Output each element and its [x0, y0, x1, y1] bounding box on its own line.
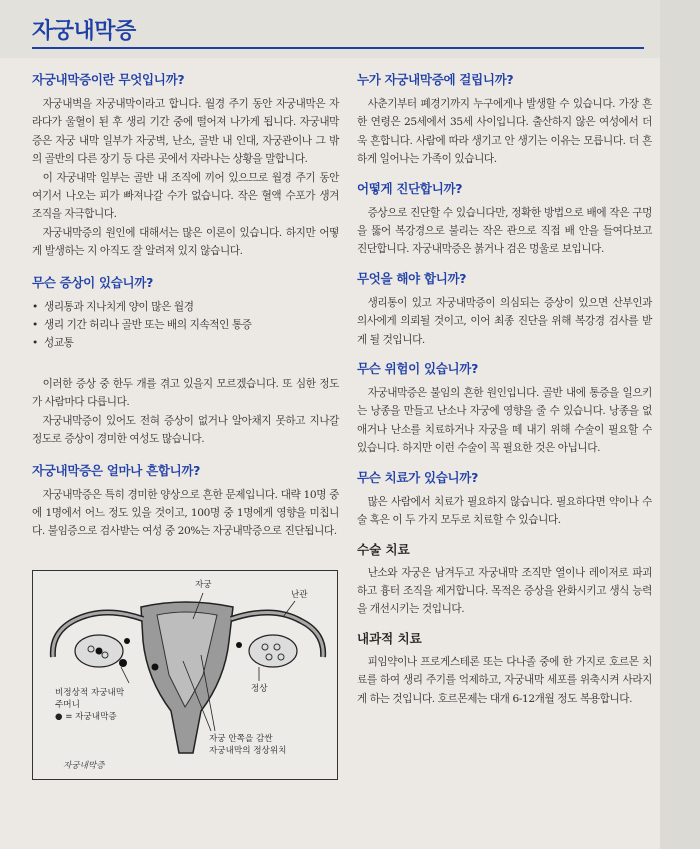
paragraph: 피임약이나 프로게스테론 또는 다나졸 중에 한 가지로 호르몬 치료를 하여 생리 주기를 억제하고, 자궁내막 세포를 위축시켜 사라지게 하는 것입니다. 호르몬제는 대개 6-12개월 정도 복용합니다. [357, 655, 652, 705]
paragraph: 난소와 자궁은 남겨두고 자궁내막 조직만 열이나 레이저로 파괴하고 흉터 조직을 제거합니다. 목적은 증상을 완화시키고 생식 능력을 개선시키는 것입니다. [357, 566, 652, 616]
label-ectopic-1: 비정상적 자궁내막 [55, 688, 125, 698]
list-item: • 성교통 [32, 334, 339, 352]
paragraph: 이러한 증상 중 한두 개를 겪고 있을지 모르겠습니다. 또 심한 정도가 사람마다 다릅니다. [32, 377, 339, 409]
left-column [32, 70, 339, 541]
paragraph: 많은 사람에서 치료가 필요하지 않습니다. 필요하다면 약이나 수술 혹은 이 두 가지 모두로 치료할 수 있습니다. [357, 495, 652, 527]
list-item: • 생리통과 지나치게 양이 많은 월경 [32, 298, 339, 316]
endometriosis-spot [124, 638, 130, 644]
label-uterus: 자궁 [195, 580, 212, 590]
label-site-1: 자궁 안쪽을 감싼 [209, 734, 273, 744]
endometriosis-spot [236, 642, 242, 648]
endometriosis-spot [119, 659, 127, 667]
section-heading: 무슨 위험이 있습니까? [357, 361, 479, 377]
right-column [357, 70, 652, 708]
title-rule [32, 47, 644, 49]
label-normal-ovary: 정상 [251, 684, 268, 694]
subsection-heading: 수술 치료 [357, 541, 410, 557]
paragraph: 이 자궁내막 일부는 골반 내 조직에 끼어 있으므로 월경 주기 동안 여기서 나오는 피가 빠져나갈 수가 없습니다. 작은 혈액 수포가 생겨 조직을 자극합니다. [32, 171, 339, 221]
label-legend: ● = 자궁내막증 [55, 712, 117, 722]
section-heading: 누가 자궁내막증에 걸립니까? [357, 72, 514, 87]
paragraph: 사춘기부터 폐경기까지 누구에게나 발생할 수 있습니다. 가장 흔한 연령은 25세에서 35세 사이입니다. 출산하지 않은 여성에서 더욱 흔합니다. 사람에 따라 생기고 안 생기는 이유는 모릅니다. 더 흔하게 일어나는 가족이 있습니다. [357, 98, 652, 166]
section-heading: 자궁내막증이란 무엇입니까? [32, 72, 185, 87]
adjacent-page-edge [660, 0, 700, 849]
section-medical-treatment [357, 629, 652, 708]
paragraph: 자궁내벽을 자궁내막이라고 합니다. 월경 주기 동안 자궁내막은 자라다가 울혈이 된 후 생리 기간 중에 떨어져 나가게 됩니다. 자궁내막증은 자궁 내막 일부가 자궁벽, 난소, 골반 내 인대, 자궁관이나 그 밖의 골반의 다른 장기 등 다른 곳에서 자라나는 상황을 말합니다. [32, 98, 339, 166]
section-surgical-treatment [357, 540, 652, 619]
section-heading: 무슨 치료가 있습니까? [357, 469, 479, 485]
page-title: 자궁내막증 [32, 19, 136, 44]
label-site-2: 자궁내막의 정상위치 [209, 746, 287, 756]
section-who [357, 70, 652, 169]
section-how-common [32, 461, 339, 541]
section-treatment [357, 468, 652, 530]
paragraph: 생리통이 있고 자궁내막증이 의심되는 증상이 있으면 산부인과 의사에게 의뢰될 것이고, 이어 최종 진단을 위해 복강경 검사를 받게 될 것입니다. [357, 296, 652, 346]
section-risks [357, 359, 652, 458]
endometriosis-spot [152, 664, 159, 671]
symptom-list [32, 298, 339, 353]
paragraph: 자궁내막증이 있어도 전혀 증상이 없거나 알아채지 못하고 지나갈 정도로 증상이 경미한 여성도 많습니다. [32, 414, 339, 446]
section-heading: 무엇을 해야 합니까? [357, 270, 467, 286]
paragraph: 자궁내막증은 특히 경미한 양상으로 흔한 문제입니다. 대략 10명 중에 1명에서 어느 정도 있을 것이고, 100명 중 1명에게 영향을 미칩니다. 불임증으로 검사받는 여성 중 20%는 자궁내막증으로 진단됩니다. [32, 488, 339, 538]
right-ovary [249, 635, 297, 667]
figure-caption: 자궁내막증 [63, 761, 105, 771]
section-heading: 어떻게 진단합니까? [357, 180, 463, 196]
paragraph: 증상으로 진단할 수 있습니다만, 정확한 방법으로 배에 작은 구멍을 뚫어 복강경으로 불리는 작은 관으로 직접 배 안을 들여다보고 진단합니다. 자궁내막증은 붉거나 검은 멍울로 보입니다. [357, 206, 652, 256]
section-diagnosis [357, 179, 652, 259]
label-fallopian-tube: 난관 [291, 590, 308, 600]
section-heading: 자궁내막증은 얼마나 흔합니까? [32, 462, 201, 478]
section-symptoms [32, 273, 339, 449]
uterus-diagram [32, 570, 338, 780]
uterus-illustration [33, 571, 337, 779]
leader-line [121, 667, 129, 683]
endometriosis-spot [96, 648, 103, 655]
list-item: • 생리 기간 허리나 골반 또는 배의 지속적인 통증 [32, 316, 339, 334]
label-ectopic-2: 주머니 [55, 700, 80, 710]
section-what-to-do [357, 269, 652, 349]
paragraph: 자궁내막증은 불임의 흔한 원인입니다. 골반 내에 통증을 일으키는 낭종을 만들고 난소나 자궁에 영향을 줄 수 있습니다. 낭종을 없애거나 난소를 치료하거나 자궁을 떼 내기 위해 수술이 필요할 수 있습니다. 하지만 이런 수술이 꼭 필요한 것은 아닙니다. [357, 387, 652, 455]
section-heading: 무슨 증상이 있습니까? [32, 274, 154, 290]
subsection-heading: 내과적 치료 [357, 630, 422, 646]
section-what-is [32, 70, 339, 261]
paragraph: 자궁내막증의 원인에 대해서는 많은 이론이 있습니다. 하지만 어떻게 발생하는 지 아직도 잘 알려져 있지 않습니다. [32, 226, 339, 258]
